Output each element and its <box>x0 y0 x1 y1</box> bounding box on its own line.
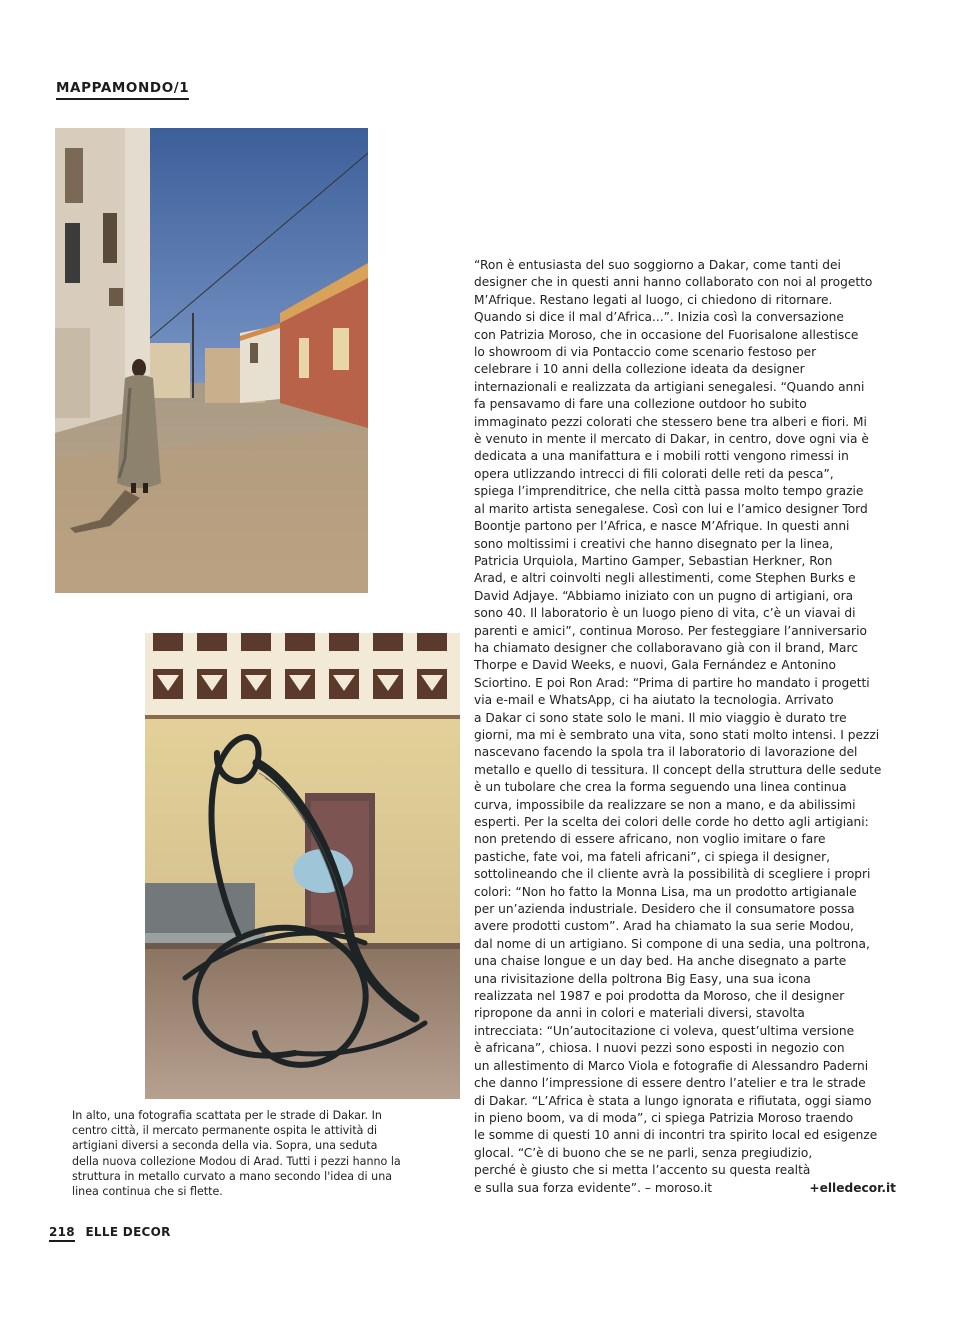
article-signoff: e sulla sua forza evidente”. – moroso.it <box>474 1180 712 1195</box>
article-line: metallo e quello di tessitura. Il concept della struttura delle sedute <box>474 762 882 777</box>
article-line: pastiche, fate voi, ma fateli africani”, ci spiega il designer, <box>474 849 830 864</box>
article-line: internazionali e realizzata da artigiani senegalesi. “Quando anni <box>474 379 865 394</box>
article-line: nascevano facendo la spola tra il laboratorio di lavorazione del <box>474 745 858 760</box>
article-line: perché è giusto che si metta l’accento su questa realtà <box>474 1163 811 1178</box>
article-line: opera utlizzando intrecci di fili colorati delle reti da pesca”, <box>474 466 834 481</box>
article-paragraph <box>474 257 896 1180</box>
article-line: esperti. Per la scelta dei colori delle corde ho detto agli artigiani: <box>474 815 869 829</box>
article-line: sottolineando che il cliente avrà la possibilità di scegliere i propri <box>474 867 871 882</box>
article-line: un allestimento di Marco Viola e fotografie di Alessandro Paderni <box>474 1058 869 1073</box>
article-line: per un’azienda industriale. Desidero che il consumatore possa <box>474 902 855 917</box>
article-line: via e-mail e WhatsApp, ci ha aiutato la tecnologia. Arrivato <box>474 693 834 708</box>
article-line: con Patrizia Moroso, che in occasione del Fuorisalone allestisce <box>474 327 859 342</box>
caption-text: In alto, una fotografia scattata per le strade di Dakar. In centro città, il mercato permanente ospita le attività di artigiani diversi a seconda della via. Sopra, una seduta della nuova collezione Modou di Arad. Tutti i pezzi hanno la struttura in metallo curvato a mano secondo l'idea di una linea continua che si flette. <box>72 1109 401 1199</box>
article-line: ripropone da anni in colori e materiali diversi, stavolta <box>474 1006 805 1021</box>
article-line: ha chiamato designer che collaboravano già con il brand, Marc <box>474 640 858 655</box>
article-line: dedicata a una manifattura e i mobili rotti vengono rimessi in <box>474 449 849 464</box>
article-line: è africana”, chiosa. I nuovi pezzi sono esposti in negozio con <box>474 1041 845 1056</box>
dakar-street-photo <box>55 128 368 593</box>
magazine-name: ELLE DECOR <box>85 1225 171 1239</box>
article-line: colori: “Non ho fatto la Monna Lisa, ma un prodotto artigianale <box>474 884 857 899</box>
article-line: avere prodotti custom”. Arad ha chiamato la sua serie Modou, <box>474 919 854 934</box>
article-line: Sciortino. E poi Ron Arad: “Prima di partire ho mandato i progetti <box>474 675 870 690</box>
article-line: David Adjaye. “Abbiamo iniziato con un pugno di artigiani, ora <box>474 588 854 603</box>
article-line: celebrare i 10 anni della collezione ideata da designer <box>474 362 805 377</box>
modou-chair-photo <box>145 633 460 1099</box>
article-line: in pieno boom, va di moda”, ci spiega Patrizia Moroso traendo <box>474 1110 854 1125</box>
article-line: “Ron è entusiasta del suo soggiorno a Dakar, come tanti dei <box>474 258 841 272</box>
photo-caption <box>72 1108 402 1199</box>
article-line: designer che in questi anni hanno collaborato con noi al progetto <box>474 275 873 290</box>
page-folio <box>49 1225 171 1242</box>
article-body <box>474 257 896 1197</box>
article-last-line-wrapper <box>474 1180 896 1197</box>
article-line: le somme di questi 10 anni di incontri tra spirito local ed esigenze <box>474 1128 878 1143</box>
article-line: è venuto in mente il mercato di Dakar, in centro, dove ogni via è <box>474 432 869 447</box>
article-line: sono moltissimi i creativi che hanno disegnato per la linea, <box>474 536 834 551</box>
article-line: Arad, e altri coinvolti negli allestimenti, come Stephen Burks e <box>474 571 856 586</box>
article-line: intrecciata: “Un’autocitazione ci voleva, quest’ultima versione <box>474 1023 855 1038</box>
article-line: M’Afrique. Restano legati al luogo, ci chiedono di ritornare. <box>474 292 833 307</box>
article-line: dal nome di un artigiano. Si compone di una sedia, una poltrona, <box>474 936 870 951</box>
article-line: una rivisitazione della poltrona Big Easy, una sua icona <box>474 971 811 986</box>
article-line: che danno l’impressione di essere dentro l’atelier e tra le strade <box>474 1076 866 1091</box>
elledecor-web-link[interactable]: +elledecor.it <box>809 1180 896 1195</box>
article-line: fa pensavamo di fare una collezione outdoor ho subito <box>474 397 807 412</box>
article-line: parenti e amici”, continua Moroso. Per festeggiare l’anniversario <box>474 623 867 638</box>
article-line: curva, impossibile da realizzare se non a mano, e da abilissimi <box>474 797 856 812</box>
article-line: Boontje partono per l’Africa, e nasce M’Afrique. In questi anni <box>474 519 850 534</box>
article-line: Quando si dice il mal d’Africa...”. Inizia così la conversazione <box>474 310 844 325</box>
article-line: Patricia Urquiola, Martino Gamper, Sebastian Herkner, Ron <box>474 553 833 568</box>
article-line: lo showroom di via Pontaccio come scenario festoso per <box>474 345 817 360</box>
article-line: giorni, ma mi è sembrato una vita, sono stati molto intensi. I pezzi <box>474 727 880 742</box>
article-line: di Dakar. “L’Africa è stata a lungo ignorata e rifiutata, oggi siamo <box>474 1093 872 1108</box>
article-line: Thorpe e David Weeks, e nuovi, Gala Fernández e Antonino <box>474 658 836 673</box>
article-line: a Dakar ci sono state solo le mani. Il mio viaggio è durato tre <box>474 710 847 725</box>
section-label: MAPPAMONDO/1 <box>56 80 189 100</box>
article-line: realizzata nel 1987 e poi prodotta da Moroso, che il designer <box>474 989 845 1004</box>
article-line: immaginato pezzi colorati che stessero bene tra alberi e fiori. Mi <box>474 414 867 429</box>
article-line: sono 40. Il laboratorio è un luogo pieno di vita, c’è un viavai di <box>474 606 856 621</box>
page-number: 218 <box>49 1225 75 1242</box>
article-line: è un tubolare che crea la forma seguendo una linea continua <box>474 780 847 795</box>
article-line: non pretendo di essere africano, non voglio imitare o fare <box>474 832 826 847</box>
article-line: al marito artista senegalese. Così con lui e l’amico designer Tord <box>474 501 868 516</box>
article-line: spiega l’imprenditrice, che nella città passa molto tempo grazie <box>474 484 864 499</box>
article-line: glocal. “C’è di buono che se ne parli, senza pregiudizio, <box>474 1145 813 1160</box>
article-line: una chaise longue e un day bed. Ha anche disegnato a parte <box>474 954 847 969</box>
